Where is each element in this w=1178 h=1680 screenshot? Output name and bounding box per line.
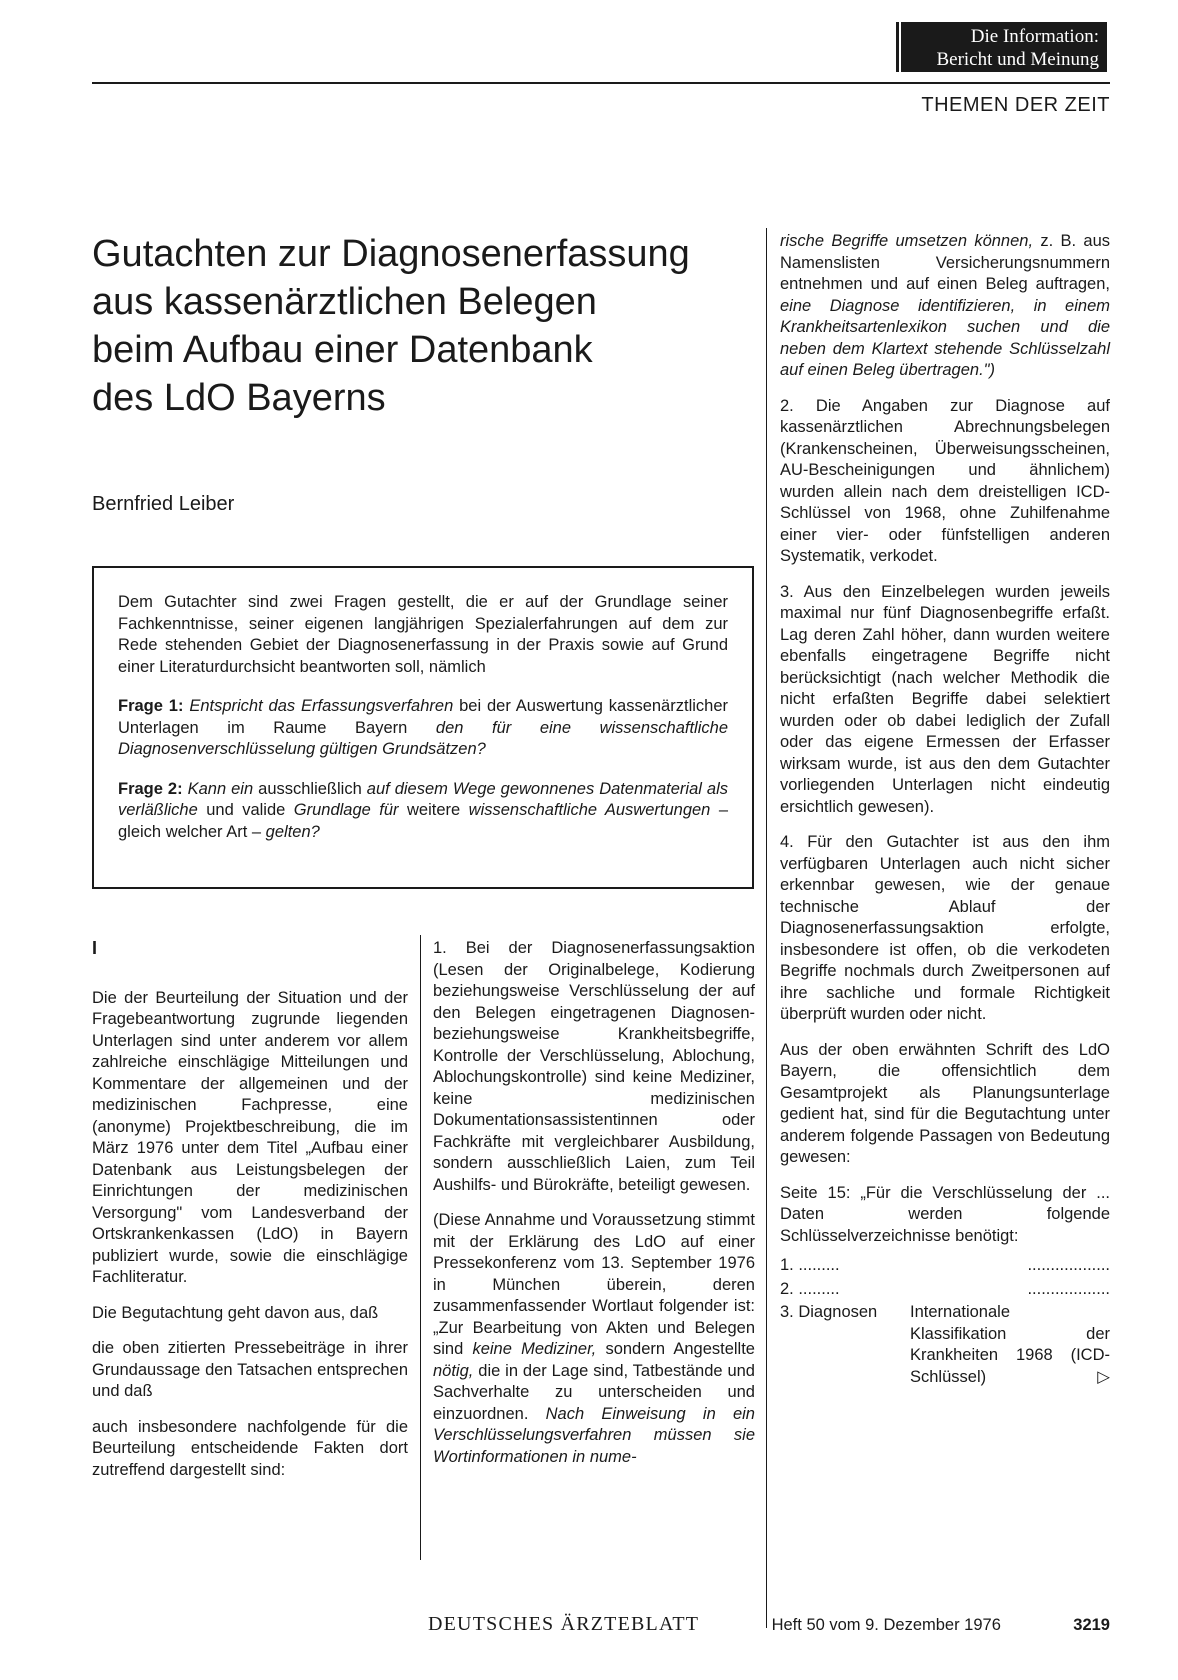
column-right xyxy=(780,231,1110,1388)
page-footer xyxy=(428,1613,1110,1636)
column-left xyxy=(92,938,408,1495)
author-name: Bernfried Leiber xyxy=(92,493,235,515)
section-badge xyxy=(901,22,1107,72)
question-1-label: Frage 1: xyxy=(118,697,184,715)
title-line-3: beim Aufbau einer Datenbank xyxy=(92,329,593,371)
paragraph: Seite 15: „Für die Verschlüsselung der ... Daten werden folgende Schlüsselverzeichnisse benötigt: xyxy=(780,1183,1110,1245)
abstract-box xyxy=(92,566,754,889)
badge-line-1: Die Information: xyxy=(970,26,1099,47)
abstract-content xyxy=(118,592,728,861)
title-line-1: Gutachten zur Diagnosenerfassung xyxy=(92,233,690,275)
paragraph: 2. Die Angaben zur Diagnose auf kassenärztlichen Abrechnungsbelegen (Krankenscheinen, Überweisungsscheinen, AU-Bescheinigungen und ähnlichem) wurden allein nach dem dreistelligen ICD-Schlüssel von 1968, ohne Zuhilfenahme einer vier- oder fünfstelligen anderen Systematik, verkodet. xyxy=(780,396,1110,565)
paragraph: Aus der oben erwähnten Schrift des LdO Bayern, die offensichtlich dem Gesamtprojekt als Planungsunterlage gedient hat, sind für die Begutachtung unter anderem folgende Passagen von Bedeutung gewesen: xyxy=(780,1040,1110,1166)
issue-info: Heft 50 vom 9. Dezember 1976 xyxy=(771,1616,1001,1634)
journal-name: DEUTSCHES ÄRZTEBLATT xyxy=(428,1613,700,1635)
list-item: 3. Diagnosen Internationale Klassifikation der Krankheiten 1968 (ICD-Schlüssel) ▷ xyxy=(780,1302,1110,1388)
paragraph: 1. Bei der Diagnosenerfassungsaktion (Lesen der Originalbelege, Kodierung beziehungsweise Verschlüsselung der auf den Belegen eingetragenen Diagnosen- beziehungsweise Krankheitsbegriffe, Kontrolle der Verschlüsselung, Ablochung, Ablochungskontrolle) sind keine Mediziner, keine medizinischen Dokumentationsassistentinnen oder Fachkräfte mit vergleichbarer Ausbildung, sondern ausschließlich Laien, zum Teil Aushilfs- und Bürokräfte, beteiligt gewesen. xyxy=(433,939,755,1194)
abstract-intro: Dem Gutachter sind zwei Fragen gestellt, die er auf der Grundlage seiner Fachkenntnisse, seiner eigenen langjährigen Spezialerfahrungen auf dem zur Rede stehenden Gebiet der Diagnosenerfassung in der Praxis sowie auf Grund einer Literaturdurchsicht beantworten soll, nämlich xyxy=(118,593,728,676)
badge-bar xyxy=(896,22,899,72)
list-item: 1. ......... .................. xyxy=(780,1256,1110,1274)
column-rule-right xyxy=(766,228,767,1628)
article-title xyxy=(92,230,772,422)
section-heading: I xyxy=(92,938,98,958)
title-line-2: aus kassenärztlichen Belegen xyxy=(92,281,597,323)
paragraph: Die Begutachtung geht davon aus, daß xyxy=(92,1303,379,1322)
badge-line-2: Bericht und Meinung xyxy=(936,49,1099,70)
question-2-label: Frage 2: xyxy=(118,779,183,798)
paragraph: (Diese Annahme und Voraussetzung stimmt mit der Erklärung des LdO auf einer Pressekonferenz vom 13. September 1976 in München überein, deren zusammenfassender Wortlaut folgender ist: „Zur Bearbeitung von Akten und Belegen sind keine Mediziner, sondern Angestellte nötig, die in der Lage sind, Tatbestände und Sachverhalte zu unterscheiden und einzuordnen. Nach Einweisung in ein Verschlüsselungsverfahren müssen sie Wortinformationen in nume- xyxy=(433,1211,755,1466)
section-label: THEMEN DER ZEIT xyxy=(921,94,1110,116)
paragraph: Die der Beurteilung der Situation und der Fragebeantwortung zugrunde liegenden Unterlagen sind unter anderem vor allem zahlreiche einschlägige Mitteilungen und Kommentare der allgemeinen und der medizinischen Fachpresse, eine (anonyme) Projektbeschreibung, die im März 1976 unter dem Titel „Aufbau einer Datenbank aus Leistungsbelegen der Einrichtungen der medizinischen Versorgung" vom Landesverband der Ortskrankenkassen (LdO) in Bayern publiziert wurde, sowie die einschlägige Fachliteratur. xyxy=(92,988,408,1286)
paragraph: 3. Aus den Einzelbelegen wurden jeweils maximal nur fünf Diagnosenbegriffe erfaßt. Lag deren Zahl höher, dann wurden weitere ebenfalls eingetragene Begriffe nicht berücksichtigt (nach welcher Methodik die nicht erfaßten Begriffe dabei selektiert wurden oder ob dabei lediglich der Zufall oder das eigene Ermessen der Erfasser wirksam wurde, ist aus den dem Gutachter vorliegenden Unterlagen nicht eindeutig ersichtlich gewesen). xyxy=(780,582,1110,816)
top-rule xyxy=(92,82,1110,84)
column-rule-middle xyxy=(420,935,421,1560)
paragraph: die oben zitierten Pressebeiträge in ihrer Grundaussage den Tatsachen entsprechen und daß xyxy=(92,1339,408,1400)
paragraph: rische Begriffe umsetzen können, z. B. aus Namenslisten Versicherungsnummern entnehmen und auf einen Beleg auftragen, eine Diagnose identifizieren, in einem Krankheitsartenlexikon suchen und die neben dem Klartext stehende Schlüsselzahl auf einen Beleg übertragen.") xyxy=(780,232,1110,379)
paragraph: 4. Für den Gutachter ist aus den ihm verfügbaren Unterlagen auch nicht sicher erkennbar gewesen, wie der genaue technische Ablauf der Diagnosenerfassungsaktion erfolgte, insbesondere ist offen, ob die verkodeten Begriffe nochmals durch Zweitpersonen auf ihre sachliche und formale Richtigkeit überprüft wurden oder nicht. xyxy=(780,833,1110,1023)
continue-arrow-icon: ▷ xyxy=(1097,1367,1110,1386)
column-middle xyxy=(433,938,755,1482)
title-line-4: des LdO Bayerns xyxy=(92,377,386,419)
paragraph: auch insbesondere nachfolgende für die Beurteilung entscheidende Fakten dort zutreffend dargestellt sind: xyxy=(92,1417,408,1479)
question-1: Frage 1: Entspricht das Erfassungsverfahren bei der Auswertung kassenärztlicher Unterlagen im Raume Bayern den für eine wissenschaftliche Diagnosenverschlüsselung gültigen Grundsätzen? xyxy=(118,697,728,758)
list-item: 2. ......... .................. xyxy=(780,1279,1110,1298)
question-2: Frage 2: Kann ein ausschließlich auf diesem Wege gewonnenes Datenmaterial als verläßliche und valide Grundlage für weitere wissenschaftliche Auswertungen – gleich welcher Art – gelten? xyxy=(118,779,729,841)
page-number: 3219 xyxy=(1073,1616,1110,1634)
